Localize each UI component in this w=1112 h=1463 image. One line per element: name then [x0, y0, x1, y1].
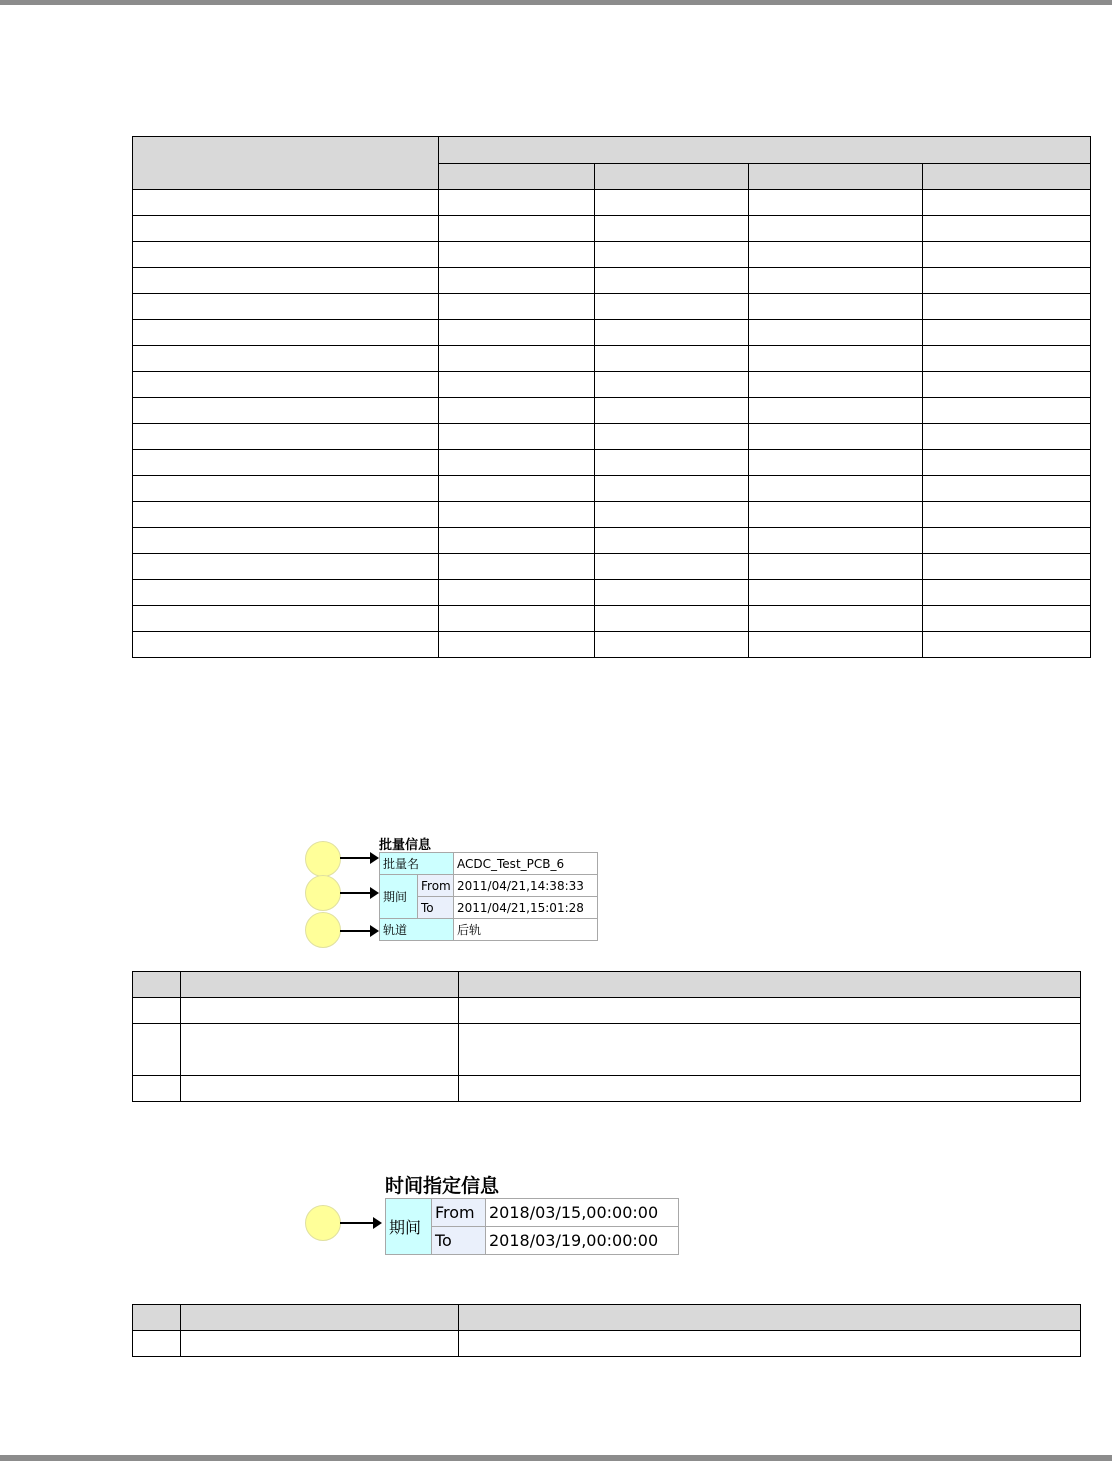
table-row [133, 216, 1091, 242]
col-item-header [181, 972, 459, 998]
batch-info-table [379, 852, 598, 941]
callout-marker [305, 875, 341, 911]
table-row [133, 580, 1091, 606]
table-row [133, 1024, 1081, 1076]
description-table [132, 1304, 1081, 1357]
to-value: 2018/03/19,00:00:00 [486, 1227, 679, 1255]
col-item-header [181, 1305, 459, 1331]
to-value: 2011/04/21,15:01:28 [454, 897, 598, 919]
batch-name-value: ACDC_Test_PCB_6 [454, 853, 598, 875]
period-label: 期间 [386, 1199, 432, 1255]
batch-info-title: 批量信息 [379, 838, 432, 853]
callout-marker [305, 912, 341, 948]
table-row [133, 606, 1091, 632]
main-table-subheader [439, 164, 595, 190]
arrow-icon [340, 930, 371, 932]
table-row [133, 346, 1091, 372]
lane-label: 轨道 [380, 919, 454, 941]
col-description-header [459, 1305, 1081, 1331]
col-number-header [133, 1305, 181, 1331]
table-row [133, 450, 1091, 476]
main-table-header-item [133, 137, 439, 190]
time-info-table [385, 1198, 679, 1255]
from-label: From [418, 875, 454, 897]
table-row [133, 476, 1091, 502]
table-row [133, 998, 1081, 1024]
main-table [132, 136, 1091, 658]
table-row [133, 424, 1091, 450]
table-row [133, 242, 1091, 268]
main-table-header-group [439, 137, 1091, 164]
top-rule [0, 0, 1112, 5]
table-row [133, 502, 1091, 528]
callout-marker [305, 1205, 341, 1241]
time-info-title: 时间指定信息 [385, 1175, 500, 1197]
table-row [133, 632, 1091, 658]
description-table [132, 971, 1081, 1102]
main-table-subheader [595, 164, 749, 190]
lane-value: 后轨 [454, 919, 598, 941]
arrow-icon [340, 857, 371, 859]
table-row [133, 320, 1091, 346]
table-row [133, 398, 1091, 424]
table-row [133, 528, 1091, 554]
bottom-rule [0, 1455, 1112, 1461]
to-label: To [432, 1227, 486, 1255]
table-row [133, 554, 1091, 580]
from-value: 2011/04/21,14:38:33 [454, 875, 598, 897]
to-label: To [418, 897, 454, 919]
batch-name-label: 批量名 [380, 853, 454, 875]
table-row [133, 1331, 1081, 1357]
arrow-icon [340, 1222, 374, 1224]
main-table-subheader [749, 164, 923, 190]
main-table-subheader [923, 164, 1091, 190]
col-description-header [459, 972, 1081, 998]
table-row [133, 190, 1091, 216]
callout-marker [305, 841, 341, 877]
arrow-icon [340, 892, 371, 894]
from-label: From [432, 1199, 486, 1227]
period-label: 期间 [380, 875, 418, 919]
from-value: 2018/03/15,00:00:00 [486, 1199, 679, 1227]
col-number-header [133, 972, 181, 998]
table-row [133, 372, 1091, 398]
table-row [133, 1076, 1081, 1102]
table-row [133, 268, 1091, 294]
table-row [133, 294, 1091, 320]
